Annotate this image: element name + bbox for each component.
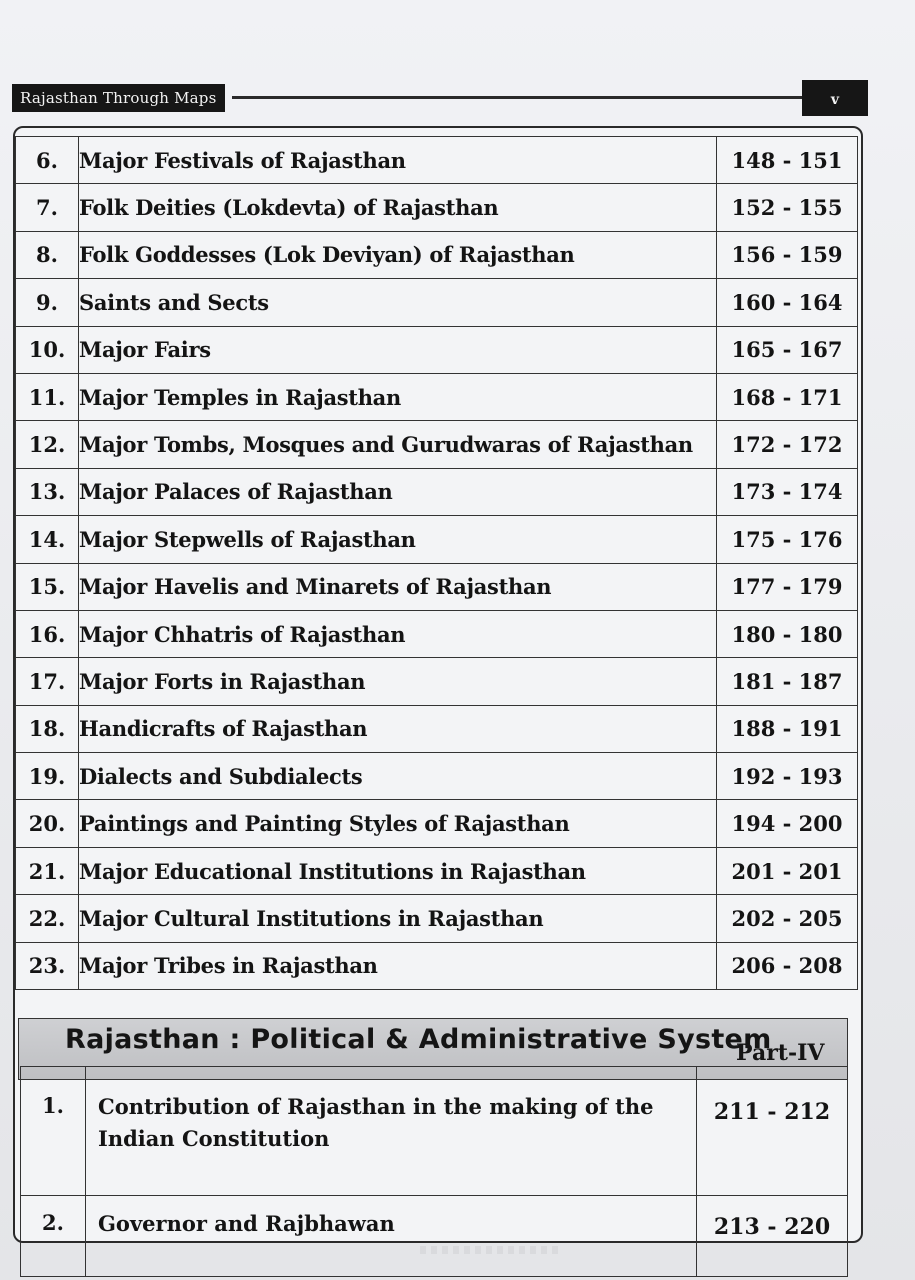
chapter-title: Contribution of Rajasthan in the making of the Indian Constitution	[86, 1067, 697, 1196]
table-row	[16, 658, 858, 705]
chapter-title: Major Tombs, Mosques and Gurudwaras of Rajasthan	[79, 421, 717, 468]
chapter-title: Dialects and Subdialects	[79, 753, 717, 800]
chapter-number: 20.	[16, 800, 79, 847]
chapter-title: Major Stepwells of Rajasthan	[79, 516, 717, 563]
chapter-title: Major Tribes in Rajasthan	[79, 942, 717, 989]
chapter-pages: 180 - 180	[717, 610, 858, 657]
chapter-title: Major Forts in Rajasthan	[79, 658, 717, 705]
table-row	[16, 753, 858, 800]
page-number: v	[802, 80, 868, 116]
table-row	[16, 847, 858, 894]
chapter-title: Major Educational Institutions in Rajasthan	[79, 847, 717, 894]
chapter-pages: 201 - 201	[717, 847, 858, 894]
table-row	[16, 421, 858, 468]
chapter-pages: 148 - 151	[717, 137, 858, 184]
table-row	[16, 705, 858, 752]
table-row	[16, 373, 858, 420]
table-row	[16, 231, 858, 278]
header-rule	[232, 96, 802, 99]
table-row	[16, 895, 858, 942]
table-row	[16, 563, 858, 610]
chapter-number: 13.	[16, 468, 79, 515]
chapter-number: 22.	[16, 895, 79, 942]
chapter-number: 2.	[21, 1196, 86, 1277]
chapter-title: Folk Deities (Lokdevta) of Rajasthan	[79, 184, 717, 231]
table-row	[16, 516, 858, 563]
chapter-title: Major Havelis and Minarets of Rajasthan	[79, 563, 717, 610]
table-row	[16, 942, 858, 989]
section-title: Rajasthan : Political & Administrative System	[65, 1024, 772, 1055]
chapter-title: Paintings and Painting Styles of Rajasthan	[79, 800, 717, 847]
chapter-pages: 172 - 172	[717, 421, 858, 468]
chapter-number: 10.	[16, 326, 79, 373]
chapter-title: Governor and Rajbhawan	[86, 1196, 697, 1277]
chapter-pages: 152 - 155	[717, 184, 858, 231]
contents-table	[15, 136, 858, 990]
chapter-pages: 165 - 167	[717, 326, 858, 373]
chapter-number: 15.	[16, 563, 79, 610]
chapter-title: Major Temples in Rajasthan	[79, 373, 717, 420]
section-part-label: Part-IV	[736, 1040, 825, 1066]
chapter-number: 6.	[16, 137, 79, 184]
chapter-pages: 175 - 176	[717, 516, 858, 563]
chapter-number: 12.	[16, 421, 79, 468]
footer-print-mark	[420, 1246, 560, 1254]
chapter-pages: 173 - 174	[717, 468, 858, 515]
chapter-number: 14.	[16, 516, 79, 563]
chapter-pages: 213 - 220	[697, 1196, 848, 1277]
chapter-title: Saints and Sects	[79, 279, 717, 326]
chapter-title: Major Chhatris of Rajasthan	[79, 610, 717, 657]
chapter-title: Major Cultural Institutions in Rajasthan	[79, 895, 717, 942]
chapter-pages: 188 - 191	[717, 705, 858, 752]
chapter-number: 8.	[16, 231, 79, 278]
chapter-pages: 211 - 212	[697, 1067, 848, 1196]
chapter-number: 1.	[21, 1067, 86, 1196]
chapter-title: Folk Goddesses (Lok Deviyan) of Rajasthan	[79, 231, 717, 278]
table-row	[16, 279, 858, 326]
chapter-pages: 177 - 179	[717, 563, 858, 610]
table-row	[21, 1067, 848, 1196]
table-row	[16, 137, 858, 184]
chapter-title: Major Palaces of Rajasthan	[79, 468, 717, 515]
chapter-title: Handicrafts of Rajasthan	[79, 705, 717, 752]
chapter-number: 21.	[16, 847, 79, 894]
chapter-pages: 192 - 193	[717, 753, 858, 800]
chapter-pages: 168 - 171	[717, 373, 858, 420]
chapter-pages: 160 - 164	[717, 279, 858, 326]
chapter-number: 11.	[16, 373, 79, 420]
chapter-number: 7.	[16, 184, 79, 231]
chapter-pages: 156 - 159	[717, 231, 858, 278]
chapter-pages: 181 - 187	[717, 658, 858, 705]
table-row	[16, 326, 858, 373]
chapter-title: Major Fairs	[79, 326, 717, 373]
table-row	[16, 610, 858, 657]
chapter-number: 23.	[16, 942, 79, 989]
chapter-number: 9.	[16, 279, 79, 326]
chapter-pages: 202 - 205	[717, 895, 858, 942]
chapter-number: 18.	[16, 705, 79, 752]
table-row	[16, 800, 858, 847]
chapter-number: 16.	[16, 610, 79, 657]
table-row	[16, 468, 858, 515]
table-row	[16, 184, 858, 231]
chapter-pages: 194 - 200	[717, 800, 858, 847]
chapter-number: 19.	[16, 753, 79, 800]
running-header-title: Rajasthan Through Maps	[12, 84, 225, 112]
chapter-number: 17.	[16, 658, 79, 705]
chapter-pages: 206 - 208	[717, 942, 858, 989]
table-row	[21, 1196, 848, 1277]
chapter-title: Major Festivals of Rajasthan	[79, 137, 717, 184]
